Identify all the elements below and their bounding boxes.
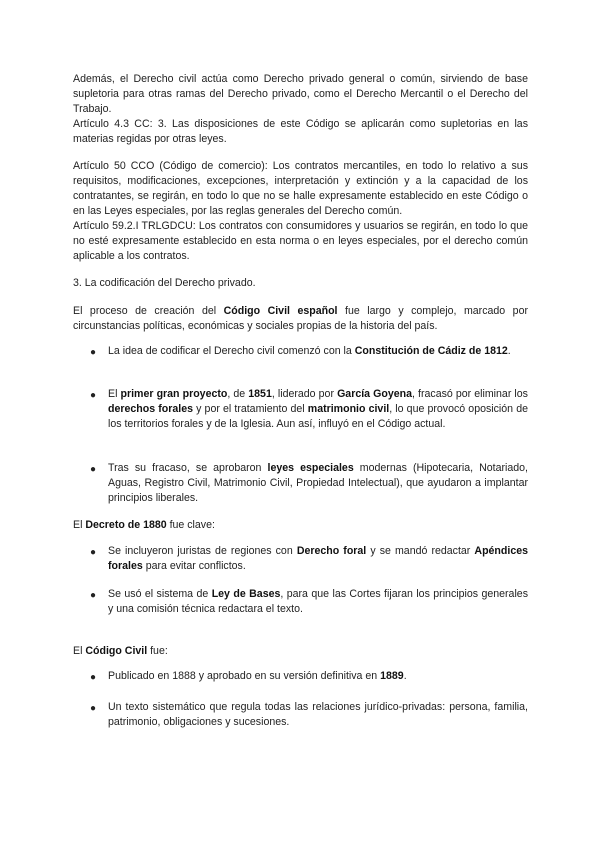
bullet-marker: ● (90, 590, 97, 601)
paragraph-derecho-civil-supletorio: Además, el Derecho civil actúa como Derecho privado general o común, sirviendo de base supletoria para otras ramas del Derecho privado, como el Derecho Mercantil o el Derecho del Trabajo. (73, 73, 528, 115)
list-item-publicado-1888: Publicado en 1888 y aprobado en su versión definitiva en 1889. (108, 670, 407, 682)
list-item-texto-sistematico: Un texto sistemático que regula todas las relaciones jurídico-privadas: persona, familia, patrimonio, obligaciones y sucesiones. (108, 701, 528, 728)
list-item-ley-de-bases: Se usó el sistema de Ley de Bases, para que las Cortes fijaran los principios generales y una comisión técnica redactara el texto. (108, 588, 528, 615)
bullet-marker: ● (90, 464, 97, 475)
list-item-juristas-forales: Se incluyeron juristas de regiones con Derecho foral y se mandó redactar Apéndices forales para evitar conflictos. (108, 545, 528, 572)
list-item-cadiz: La idea de codificar el Derecho civil comenzó con la Constitución de Cádiz de 1812. (108, 345, 511, 357)
paragraph-articulo-59-trlgdcu: Artículo 59.2.I TRLGDCU: Los contratos con consumidores y usuarios se regirán, en todo lo que no esté expresamente establecido en esta norma o en leyes especiales, por el derecho común aplicable a los contratos. (73, 220, 528, 262)
paragraph-lead: El proceso de creación del Código Civil español fue largo y complejo, marcado por circunstancias políticas, económicas y sociales propias de la historia del país. (73, 305, 528, 332)
bullet-marker: ● (90, 390, 97, 401)
list-item-proyecto-1851: El primer gran proyecto, de 1851, liderado por García Goyena, fracasó por eliminar los derechos forales y por el tratamiento del matrimonio civil, lo que provocó oposición de los territorios forales y de la Iglesia. Aun así, influyó en el Código actual. (108, 388, 528, 430)
paragraph-codigo-civil: El Código Civil fue: (73, 645, 168, 657)
bullet-marker: ● (90, 547, 97, 558)
bullet-marker: ● (90, 672, 97, 683)
bullet-marker: ● (90, 703, 97, 714)
paragraph-decreto-1880: El Decreto de 1880 fue clave: (73, 519, 215, 531)
paragraph-articulo-4-3-cc: Artículo 4.3 CC: 3. Las disposiciones de este Código se aplicarán como supletorias en las materias regidas por otras leyes. (73, 118, 528, 145)
bullet-marker: ● (90, 347, 97, 358)
section-heading: 3. La codificación del Derecho privado. (73, 277, 256, 289)
paragraph-articulo-50-cco: Artículo 50 CCO (Código de comercio): Los contratos mercantiles, en todo lo relativo a sus requisitos, modificaciones, excepciones, interpretación y extinción y a la capacidad de los contratantes, se regirán, en todo lo que no se halle expresamente establecido en este Código o en las Leyes especiales, por las reglas generales del Derecho común. (73, 160, 528, 217)
list-item-leyes-especiales: Tras su fracaso, se aprobaron leyes especiales modernas (Hipotecaria, Notariado, Aguas, Registro Civil, Matrimonio Civil, Propiedad Intelectual), que ayudaron a implantar principios liberales. (108, 462, 528, 504)
